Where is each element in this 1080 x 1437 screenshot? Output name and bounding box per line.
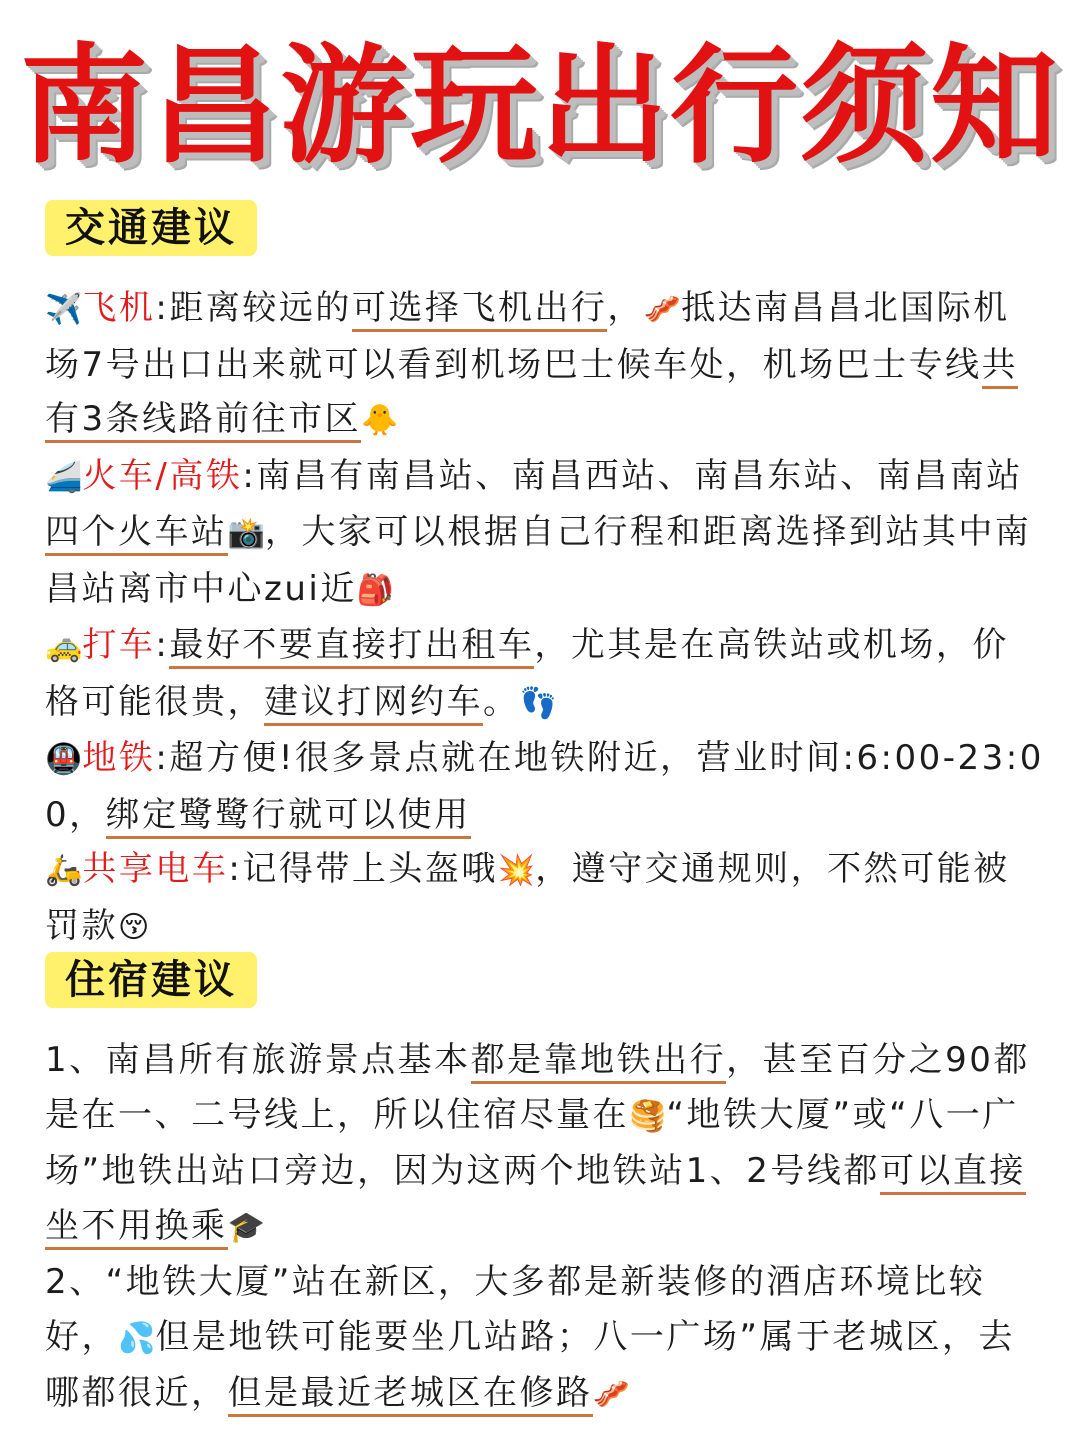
metro-label: 地铁	[82, 738, 156, 778]
metro-highlight: 绑定鹭鹭行就可以使用	[106, 795, 471, 839]
page-title: 南昌游玩出行须知	[19, 32, 1060, 181]
lodging-section	[45, 952, 1045, 1423]
lodging-content	[45, 1033, 1045, 1423]
lodging-text: 1、南昌所有旅游景点基本	[45, 1040, 471, 1080]
ebike-item	[45, 842, 1045, 955]
train-text: ，大家可以根据自己行程和距离选择到站其中南昌站离市中心zui近	[45, 512, 1032, 609]
pancakes-icon: 🥞	[629, 1098, 667, 1134]
transport-section	[45, 200, 1045, 955]
bacon-icon: 🥓	[643, 292, 682, 327]
ebike-text: ，遵守交通规则，不然可能被罚款	[45, 849, 1010, 946]
lodging-item-2	[45, 1255, 1045, 1423]
taxi-highlight: 最好不要直接打出租车	[169, 625, 534, 669]
bullet-train-icon: 🚄	[45, 459, 83, 495]
lodging-heading: 住宿建议	[45, 952, 257, 1008]
transport-heading: 交通建议	[45, 200, 257, 256]
scooter-icon: 🛵	[45, 853, 83, 888]
camera-icon: 📸	[227, 516, 265, 551]
transport-content	[45, 281, 1045, 955]
train-text: :南昌有南昌站、南昌西站、南昌东站、南昌南站	[242, 455, 1023, 496]
plane-text: 抵达南昌昌北国际机场7号出口出来就可以看到机场巴士候车处，机场巴士专线	[45, 288, 1010, 385]
lodging-highlight: 但是最近老城区在修路	[228, 1373, 593, 1417]
ebike-label: 共享电车	[82, 849, 229, 889]
metro-text: :超方便!很多景点就在地铁附近，营业时间:6:00-23:00，	[45, 738, 1044, 835]
taxi-icon: 🚕	[45, 629, 83, 664]
taxi-text: 。	[483, 681, 520, 722]
plane-highlight: 可选择飞机出行	[352, 288, 608, 332]
plane-item	[45, 281, 1045, 449]
lodging-highlight: 可以直接坐不用换乘	[45, 1151, 1026, 1250]
taxi-text: :	[155, 625, 170, 665]
lodging-highlight: 都是靠地铁出行	[471, 1040, 727, 1084]
metro-item	[45, 731, 1045, 842]
taxi-item	[45, 618, 1045, 731]
metro-icon: 🚇	[45, 742, 83, 777]
footprints-icon: 👣	[519, 685, 557, 721]
bacon-icon: 🥓	[592, 1377, 630, 1412]
backpack-icon: 🎒	[356, 572, 395, 608]
lodging-item-1	[45, 1033, 1045, 1255]
chick-icon: 🐥	[361, 403, 399, 438]
lodging-text: “地铁大厦”或“八一广场”地铁出站口旁边，因为这两个地铁站1、2号线都	[45, 1094, 1019, 1191]
kissing-face-icon: 😚	[118, 909, 150, 945]
lodging-text: ，甚至百分之90都是在一、二号线上，所以住宿尽量在	[45, 1040, 1030, 1135]
lodging-text: 2、“地铁大厦”站在新区，大多都是新装修的酒店环境比较好，	[45, 1262, 986, 1357]
plane-text: :距离较远的	[155, 288, 352, 328]
plane-label: 飞机	[82, 288, 156, 328]
plane-highlight: 共有3条线路前往市区	[45, 345, 1018, 444]
train-highlight: 四个火车站	[45, 512, 228, 556]
taxi-text: ，尤其是在高铁站或机场，价格可能很贵，	[45, 625, 1009, 722]
taxi-highlight: 建议打网约车	[264, 682, 483, 726]
boom-icon: 💥	[497, 853, 536, 888]
lodging-text: 但是地铁可能要坐几站路；八一广场”属于老城区，去哪都很近，	[45, 1316, 1015, 1413]
graduation-cap-icon: 🎓	[227, 1209, 265, 1245]
train-label: 火车/高铁	[82, 455, 243, 496]
taxi-label: 打车	[82, 625, 156, 665]
ebike-text: :记得带上头盔哦	[228, 849, 498, 889]
droplets-icon: 💦	[118, 1320, 156, 1356]
plane-text: ，	[607, 288, 644, 328]
train-item	[45, 449, 1045, 619]
airplane-icon: ✈️	[45, 292, 83, 327]
